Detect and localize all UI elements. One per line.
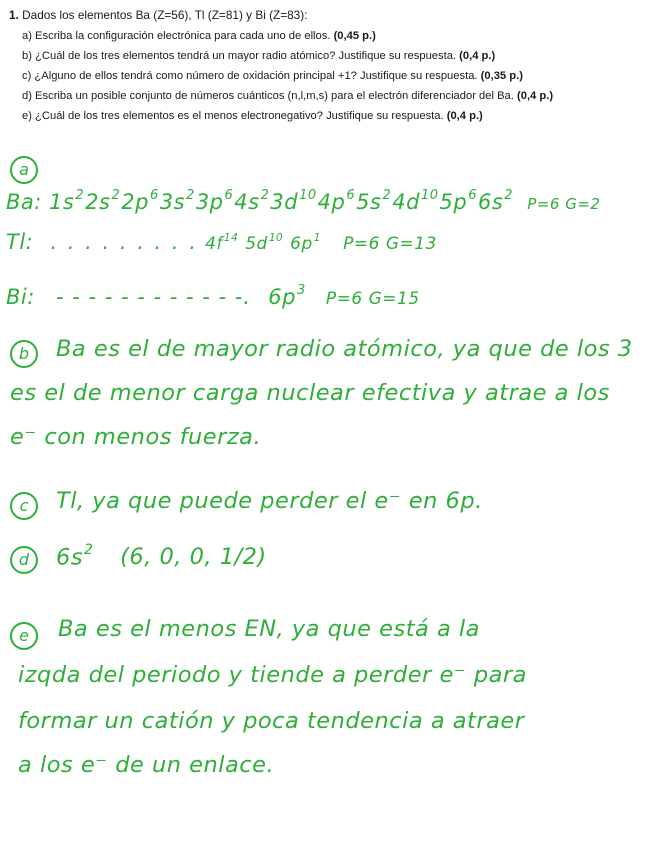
answer-a-marker: a bbox=[10, 156, 38, 184]
ba-config: $1s^22s^22p^63s^23p^64s^23d^{10}4p^65s^24d^{10}5p^66s^2$ bbox=[49, 188, 514, 214]
question-text: Dados los elementos Ba (Z=56), Tl (Z=81) y Bi (Z=83): bbox=[22, 8, 308, 22]
ba-label: Ba: bbox=[6, 189, 42, 214]
tl-dots: . . . . . . . . . bbox=[50, 230, 198, 254]
subquestion-c bbox=[22, 70, 523, 82]
answer-d-line bbox=[56, 542, 267, 570]
subquestion-c-text: c) ¿Alguno de ellos tendrá como número de oxidación principal +1? Justifique su respuesta. bbox=[22, 70, 481, 82]
bi-label: Bi: bbox=[6, 284, 35, 309]
answer-e-marker: e bbox=[10, 622, 38, 650]
answer-e-line-1: Ba es el menos EN, ya que está a la bbox=[58, 616, 480, 642]
bi-config: $6p^3$ bbox=[268, 283, 306, 309]
tl-configuration bbox=[6, 230, 437, 254]
answer-b-line-1: Ba es el de mayor radio atómico, ya que de los 3 bbox=[56, 336, 633, 362]
ba-configuration bbox=[6, 188, 600, 214]
subquestion-b bbox=[22, 50, 495, 62]
answer-d-marker: d bbox=[10, 546, 38, 574]
subquestion-e bbox=[22, 110, 483, 122]
question-number: 1. bbox=[9, 8, 19, 22]
subquestion-a-points: (0,45 p.) bbox=[333, 30, 376, 42]
subquestion-a bbox=[22, 30, 376, 42]
answer-c-line: Tl, ya que puede perder el e⁻ en 6p. bbox=[56, 488, 483, 514]
tl-period-group: P=6 G=13 bbox=[343, 234, 437, 254]
subquestion-b-points: (0,4 p.) bbox=[459, 50, 496, 62]
answer-b-line-2: es el de menor carga nuclear efectiva y atrae a los bbox=[10, 380, 610, 406]
answer-b-marker: b bbox=[10, 340, 38, 368]
answer-e-line-2: izqda del periodo y tiende a perder e⁻ para bbox=[18, 662, 527, 688]
subquestion-d-text: d) Escriba un posible conjunto de números cuánticos (n,l,m,s) para el electrón diferenciador del Ba. bbox=[22, 90, 517, 102]
answer-d-quantum-numbers: (6, 0, 0, 1/2) bbox=[120, 544, 267, 571]
answer-e-line-3: formar un catión y poca tendencia a atraer bbox=[18, 708, 525, 734]
tl-config: $4f^{14}$ $5d^{10}$ $6p^1$ bbox=[205, 232, 321, 254]
answer-b-line-3: e⁻ con menos fuerza. bbox=[10, 424, 262, 450]
subquestion-e-text: e) ¿Cuál de los tres elementos es el menos electronegativo? Justifique su respuesta. bbox=[22, 110, 447, 122]
subquestion-a-text: a) Escriba la configuración electrónica para cada uno de ellos. bbox=[22, 30, 334, 42]
subquestion-b-text: b) ¿Cuál de los tres elementos tendrá un mayor radio atómico? Justifique su respuesta. bbox=[22, 50, 460, 62]
answer-e-line-4: a los e⁻ de un enlace. bbox=[18, 752, 275, 778]
answer-d-config: 6s bbox=[56, 544, 84, 571]
bi-configuration bbox=[6, 283, 420, 309]
bi-period-group: P=6 G=15 bbox=[325, 288, 420, 309]
tl-label: Tl: bbox=[6, 230, 34, 254]
answer-d-config-exponent: 2 bbox=[84, 542, 94, 558]
subquestion-d-points: (0,4 p.) bbox=[517, 90, 554, 102]
subquestion-c-points: (0,35 p.) bbox=[480, 70, 523, 82]
question-title bbox=[9, 8, 307, 22]
answer-c-marker: c bbox=[10, 492, 38, 520]
subquestion-e-points: (0,4 p.) bbox=[446, 110, 483, 122]
subquestion-d bbox=[22, 90, 553, 102]
ba-period-group: P=6 G=2 bbox=[527, 194, 601, 213]
bi-dashes: - - - - - - - - - - - -. bbox=[56, 284, 252, 309]
